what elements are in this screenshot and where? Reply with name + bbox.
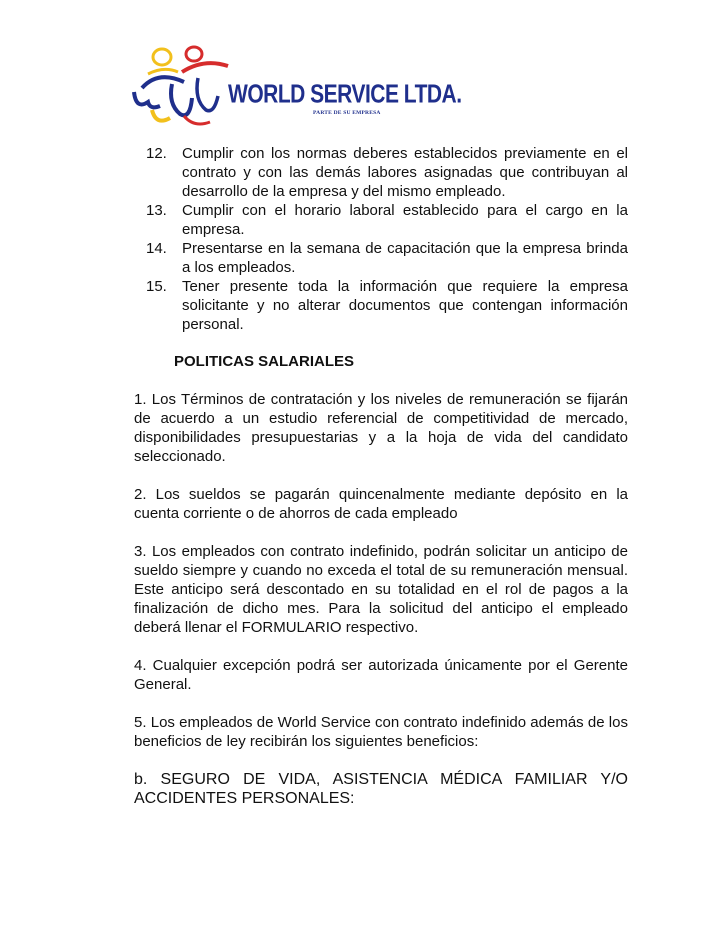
list-item-number: 13. bbox=[146, 202, 167, 219]
logo-figures-icon bbox=[128, 40, 238, 135]
list-item-number: 15. bbox=[146, 278, 167, 295]
logo-title: WORLD SERVICE LTDA. bbox=[228, 80, 462, 109]
list-item-text: Presentarse en la semana de capacitación que la empresa brinda a los empleados. bbox=[182, 240, 628, 276]
logo-tagline: PARTE DE SU EMPRESA bbox=[313, 110, 381, 116]
list-item-number: 12. bbox=[146, 145, 167, 162]
document-body bbox=[134, 144, 628, 808]
section-title: POLITICAS SALARIALES bbox=[174, 353, 355, 370]
list-item bbox=[134, 201, 628, 239]
policy-paragraph: 1. Los Términos de contratación y los niveles de remuneración se fijarán de acuerdo a un estudio referencial de competitividad de mercado, disponibilidades presupuestarias y a la hoja de vida del candidato seleccionado. bbox=[134, 391, 628, 465]
list-item-text: Cumplir con el horario laboral establecido para el cargo en la empresa. bbox=[182, 202, 628, 238]
policy-paragraph: 3. Los empleados con contrato indefinido, podrán solicitar un anticipo de sueldo siempre y cuando no exceda el total de su remuneración mensual. Este anticipo será descontado en su totalidad en el rol de pagos a la finalización de dicho mes. Para la solicitud del anticipo el empleado deberá llenar el FORMULARIO respectivo. bbox=[134, 543, 628, 636]
list-item bbox=[134, 239, 628, 277]
list-item-text: Cumplir con los normas deberes establecidos previamente en el contrato y con las demás labores asignadas que contribuyan al desarrollo de la empresa y del mismo empleado. bbox=[182, 145, 628, 200]
list-item-text: Tener presente toda la información que requiere la empresa solicitante y no alterar documentos que contengan información personal. bbox=[182, 278, 628, 333]
list-item-number: 14. bbox=[146, 240, 167, 257]
company-logo bbox=[128, 40, 462, 135]
benefits-subheading: b. SEGURO DE VIDA, ASISTENCIA MÉDICA FAMILIAR Y/O ACCIDENTES PERSONALES: bbox=[134, 771, 628, 807]
list-item bbox=[134, 144, 628, 201]
policy-paragraph: 4. Cualquier excepción podrá ser autorizada únicamente por el Gerente General. bbox=[134, 657, 628, 693]
obligations-list bbox=[134, 144, 628, 334]
policy-paragraph: 2. Los sueldos se pagarán quincenalmente mediante depósito en la cuenta corriente o de ahorros de cada empleado bbox=[134, 486, 628, 522]
list-item bbox=[134, 277, 628, 334]
policy-paragraph: 5. Los empleados de World Service con contrato indefinido además de los beneficios de ley recibirán los siguientes beneficios: bbox=[134, 714, 628, 750]
